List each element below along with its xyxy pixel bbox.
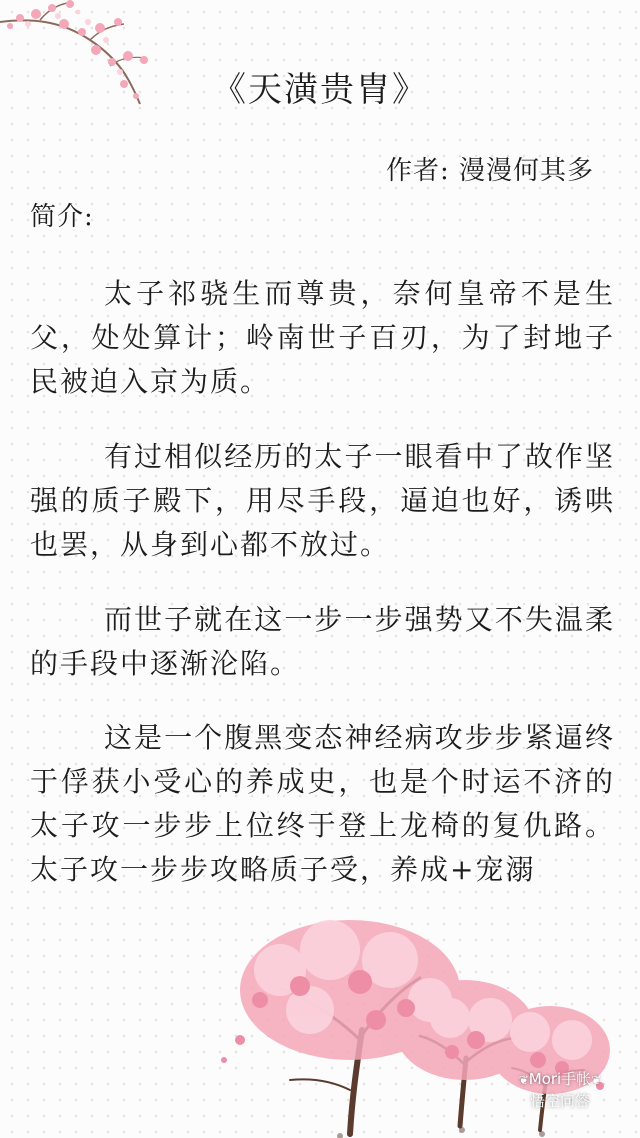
synopsis-paragraph-2: 有过相似经历的太子一眼看中了故作坚强的质子殿下，用尽手段，逼迫也好，诱哄也罢，从身到心都不放过。 (30, 440, 615, 561)
book-title: 《天潢贵胄》 (212, 70, 428, 110)
synopsis-paragraph-4: 这是一个腹黑变态神经病攻步步紧逼终于俘获小受心的养成史，也是个时运不济的太子攻一步步上位终于登上龙椅的复仇路。太子攻一步步攻略质子受，养成+宠溺 (30, 721, 615, 886)
watermark (504, 1068, 616, 1118)
author-line: 作者: 漫漫何其多 (385, 156, 594, 186)
intro-label: 简介: (30, 202, 94, 232)
synopsis-paragraph-3: 而世子就在这一步一步强势又不失温柔的手段中逐渐沦陷。 (30, 603, 615, 680)
watermark-sub: 悟空问答 (529, 1092, 590, 1110)
watermark-brand-text: Mori手帐 (528, 1070, 592, 1088)
laurel-left-icon: ❦ (518, 1073, 529, 1087)
laurel-right-icon: ❦ (591, 1073, 602, 1087)
watermark-brand (504, 1068, 616, 1091)
synopsis-paragraph-1: 太子祁骁生而尊贵，奈何皇帝不是生父，处处算计；岭南世子百刃，为了封地子民被迫入京为质。 (30, 277, 615, 398)
